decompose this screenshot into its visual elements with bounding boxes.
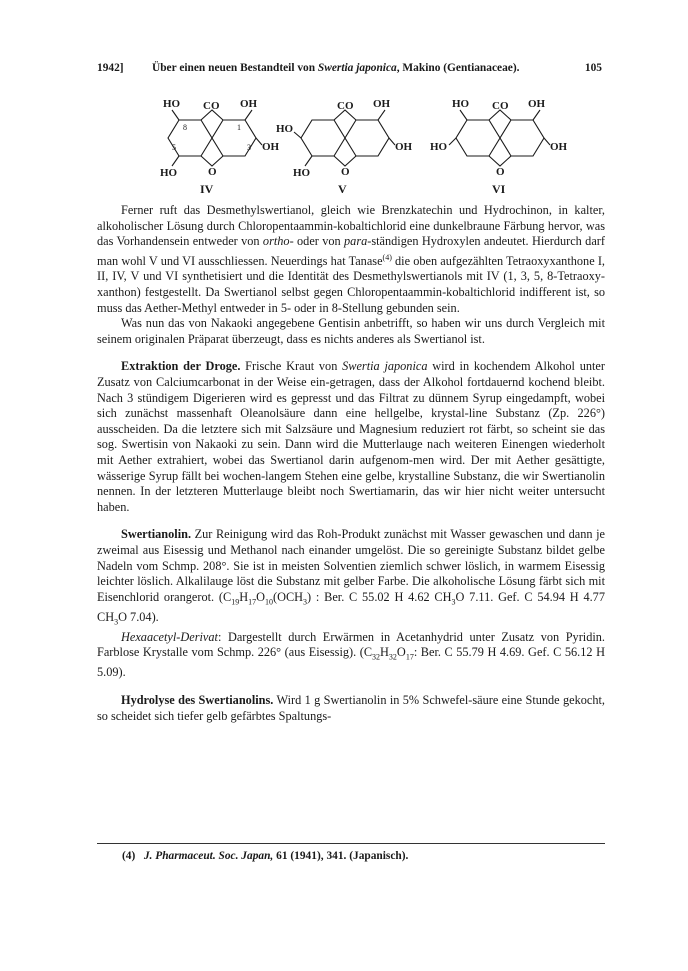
text-run: O 7.04). [118,609,159,624]
paragraph [97,693,605,724]
italic-text: ortho [262,234,290,249]
oxygen-bridge [489,156,511,166]
page-number: 105 [584,62,602,74]
paragraph-gap [97,681,605,693]
text-run: H [239,589,249,604]
label-oh: OH [373,98,391,110]
section-heading: Swertianolin. [121,527,192,542]
header-title-post: , Makino (Gentianaceae). [396,62,520,74]
position-number: 8 [183,123,187,132]
bond-ho-bl [305,156,312,166]
position-number: 3 [247,143,251,152]
position-number: 1 [237,123,241,132]
label-oh: OH [262,141,280,153]
oxygen-bridge [334,156,356,166]
section-heading: Extraktion der Droge. [121,359,241,374]
subscript: 10 [264,597,273,607]
text-run: O 7.11. Gef. C 54.94 H 4.77 CH [97,589,605,624]
footnote-volume: 61 [276,850,288,862]
paragraph [97,316,605,347]
text-run: -ständigen Hydroxylen andeutet. Hierdurch darf man wohl V und VI ausschliessen. Neuerdings hat Tanase [97,234,605,268]
bond-ho-bl [172,156,179,166]
label-ho: HO [430,141,448,153]
structure-v [294,110,395,166]
body-text [97,203,605,724]
bond-oh-tr [533,110,540,120]
structure-numeral: IV [200,182,214,196]
paragraph [97,527,605,629]
text-run: Wird 1 g Swertianolin in 5% Schwefel-säure eine Stunde gekocht, so scheidet sich tiefer gelb gefärbtes Spaltungs- [97,693,605,723]
text-run: O [396,645,406,660]
paragraph [97,630,605,681]
bond-ho-tl [460,110,467,120]
text-run: Was nun das von Nakaoki angegebene Gentisin anbetrifft, so haben wir uns durch Vergleich mit seinem originalen Präparat überzeugt, dass es nichts anderes als Swertianol ist. [97,316,605,346]
bond-oh-tr [245,110,252,120]
bond-ho-l [449,138,456,145]
footnote [122,850,408,862]
structure-vi [449,110,550,166]
subscript: 17 [248,597,257,607]
italic-text: Swertia japonica [342,359,428,374]
label-o: O [208,166,217,178]
bond-ho-l [294,132,301,138]
label-oh: OH [528,98,546,110]
structure-iv [168,110,262,166]
label-ho: HO [293,167,311,179]
header-title-species: Swertia japonica [317,62,397,74]
footnote-rule [97,843,605,844]
footnote-ref: (4) [382,252,392,262]
subscript: 32 [372,652,381,662]
subscript: 3 [303,597,308,607]
subscript: 17 [405,652,414,662]
subscript: 19 [231,597,240,607]
structural-formulas [0,0,688,200]
header-year: 1942] [97,62,124,74]
structure-numeral: V [338,182,347,196]
paragraph [97,203,605,316]
label-ho: HO [160,167,178,179]
bond-ho-tl [172,110,179,120]
ring-left [301,120,345,156]
header-title-pre: Über einen neuen Bestandteil von [152,62,318,74]
label-ho: HO [276,123,294,135]
paragraph [97,359,605,515]
italic-text: para [344,234,368,249]
structure-numeral: VI [492,182,506,196]
italic-text: Hexaacetyl-Derivat [121,629,218,644]
ring-left [456,120,500,156]
label-ho: HO [163,98,181,110]
position-number: 5 [172,143,176,152]
label-ho: HO [452,98,470,110]
ring-right [500,120,544,156]
label-o: O [496,166,505,178]
label-oh: OH [550,141,568,153]
oxygen-bridge [201,156,223,166]
text-run: wird in kochendem Alkohol unter Zusatz von Calciumcarbonat in der Weise ein-getragen, dass der Alkohol fortdauernd kochend bleibt. Nach 3 stündigem Digerieren wird es gepresst und das Filtrat zu dünnem Syrup eingedampft, wobei sich zunächst massenhaft Oleanolsäure dann eine hellgelbe, krystal-line Substanz (Zp. 226°) ausscheiden. Da die letztere sich mit Salzsäure und Magnesium reduziert rot färbt, so scheint sie das sog. Swertisin von Nakaoki zu sein. Dann wird die Mutterlauge nach weiteren Einengen wiederholt mit Aether extrahiert, wobei das Swertianol darin aufgenom-men wird. Der mit Aether gesättigte, wässerige Syrup fällt bei wochen-langem Stehen eine gelbe, krystalline Substanz, die wir Swertianolin nennen. In der letzteren Mutterlauge bleibt noch Swertiamarin, das wir hier nicht weiter untersucht haben. [97,359,605,514]
text-run: (OCH [272,589,304,604]
text-run: Ferner ruft das Desmethylswertianol, gleich wie Brenzkatechin und Hydrochinon, in kalter, alkoholischer Lösung durch Chloropentaammin-kobaltichlorid eine dunkelbraune Färbung hervor, was das Vorhandensein entweder von [97,203,605,249]
text-run: : Dargestellt durch Erwärmen in Acetanhydrid unter Zusatz von Pyridin. Farblose Krystalle vom Schmp. 226° (aus Eisessig). (C [97,629,605,660]
text-run: O [256,589,265,604]
text-run: Zur Reinigung wird das Roh-Produkt zunächst mit Wasser gewaschen und dann je zweimal aus Eisessig und Methanol nach einander umgelöst. Die so gereinigte Substanz bildet gelbe Nadeln vom Schmp. 208°. Sie ist in meisten Solventien ziemlich schwer löslich, in warmem Eisessig leichter löslich. Alkalilauge löst die Substanz mit gelber Farbe. Die alkoholische Lösung färbt sich mit Eisenchlorid orangerot. (C [97,527,605,604]
subscript: 32 [388,652,397,662]
label-oh: OH [240,98,258,110]
label-co: CO [337,100,354,112]
text-run: H [380,645,389,660]
footnote-number: (4) [122,850,136,862]
footnote-journal: J. Pharmaceut. Soc. Japan, [143,850,274,862]
text-run: Frische Kraut von [240,359,343,374]
subscript: 3 [114,617,119,627]
label-o: O [341,166,350,178]
label-co: CO [203,100,220,112]
label-co: CO [492,100,509,112]
ring-right [345,120,389,156]
label-oh: OH [395,141,413,153]
footnote-rest: (1941), 341. (Japanisch). [290,850,409,862]
text-run: - oder von [289,234,345,249]
section-heading: Hydrolyse des Swertianolins. [121,693,274,708]
text-run: : Ber. C 55.79 H 4.69. Gef. C 56.12 H 5.09). [97,645,605,680]
subscript: 3 [451,597,456,607]
paragraph-gap [97,347,605,359]
text-run: die oben aufgezählten Tetraoxyxanthone I, II, IV, V und VI synthetisiert und die Identität des Desmethylswertianols mit IV (1, 3, 5, 8-Tetraoxy-xanthon) festgestellt. Da Swertianol selbst gegen Chloropentaammin-kobaltichlorid indifferent ist, so muss das Aether-Methyl entweder in 5- oder in 8-Stellung gebunden sein. [97,253,605,315]
bond-oh-tr [378,110,385,120]
text-run: ) : Ber. C 55.02 H 4.62 CH [307,589,452,604]
paragraph-gap [97,515,605,527]
